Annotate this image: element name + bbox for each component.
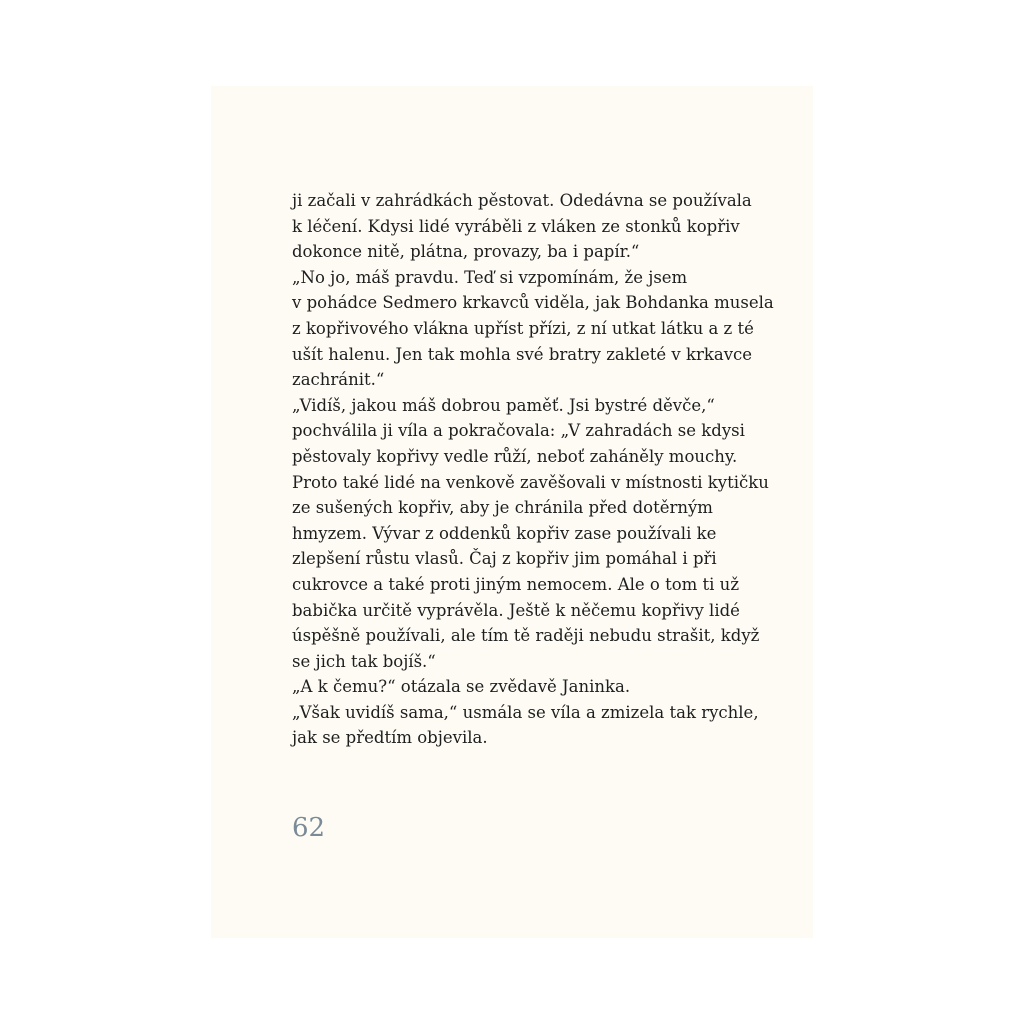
text-line: zachránit.“ — [292, 370, 385, 390]
text-line: hmyzem. Vývar z oddenků kopřiv zase používali ke — [292, 523, 717, 543]
text-line: z kopřivového vlákna upříst přízi, z ní utkat látku a z té — [292, 318, 754, 338]
text-line: ušít halenu. Jen tak mohla své bratry zakleté v krkavce — [292, 344, 753, 364]
text-line: ze sušených kopřiv, aby je chránila před dotěrným — [292, 498, 713, 518]
text-line: zlepšení růstu vlasů. Čaj z kopřiv jim pomáhal i při — [292, 549, 717, 569]
text-line: úspěšně používali, ale tím tě raději nebudu strašit, když — [292, 626, 760, 646]
text-line: „A k čemu?“ otázala se zvědavě Janinka. — [292, 677, 631, 697]
text-line: se jich tak bojíš.“ — [292, 651, 436, 671]
text-line: ji začali v zahrádkách pěstovat. Odedávna se používala — [292, 191, 752, 210]
text-line: pochválila ji víla a pokračovala: „V zahradách se kdysi — [292, 421, 745, 441]
text-line: babička určitě vyprávěla. Ještě k něčemu kopřivy lidé — [292, 600, 740, 620]
text-line: k léčení. Kdysi lidé vyráběli z vláken ze stonků kopřiv — [292, 216, 740, 236]
text-line: „Vidíš, jakou máš dobrou paměť. Jsi bystré děvče,“ — [292, 395, 715, 415]
text-line: jak se předtím objevila. — [292, 728, 488, 748]
page-number: 62 — [292, 813, 326, 843]
text-line: dokonce nitě, plátna, provazy, ba i papír.“ — [292, 242, 640, 262]
text-line: „No jo, máš pravdu. Teď si vzpomínám, že jsem — [292, 267, 688, 287]
page-text — [292, 188, 774, 751]
book-page — [211, 86, 813, 938]
text-line: v pohádce Sedmero krkavců viděla, jak Bohdanka musela — [292, 293, 774, 313]
text-line: Proto také lidé na venkově zavěšovali v místnosti kytičku — [292, 472, 769, 492]
text-line: pěstovaly kopřivy vedle růží, neboť zaháněly mouchy. — [292, 446, 738, 466]
text-line: „Však uvidíš sama,“ usmála se víla a zmizela tak rychle, — [292, 702, 759, 722]
text-line: cukrovce a také proti jiným nemocem. Ale o tom ti už — [292, 574, 740, 594]
